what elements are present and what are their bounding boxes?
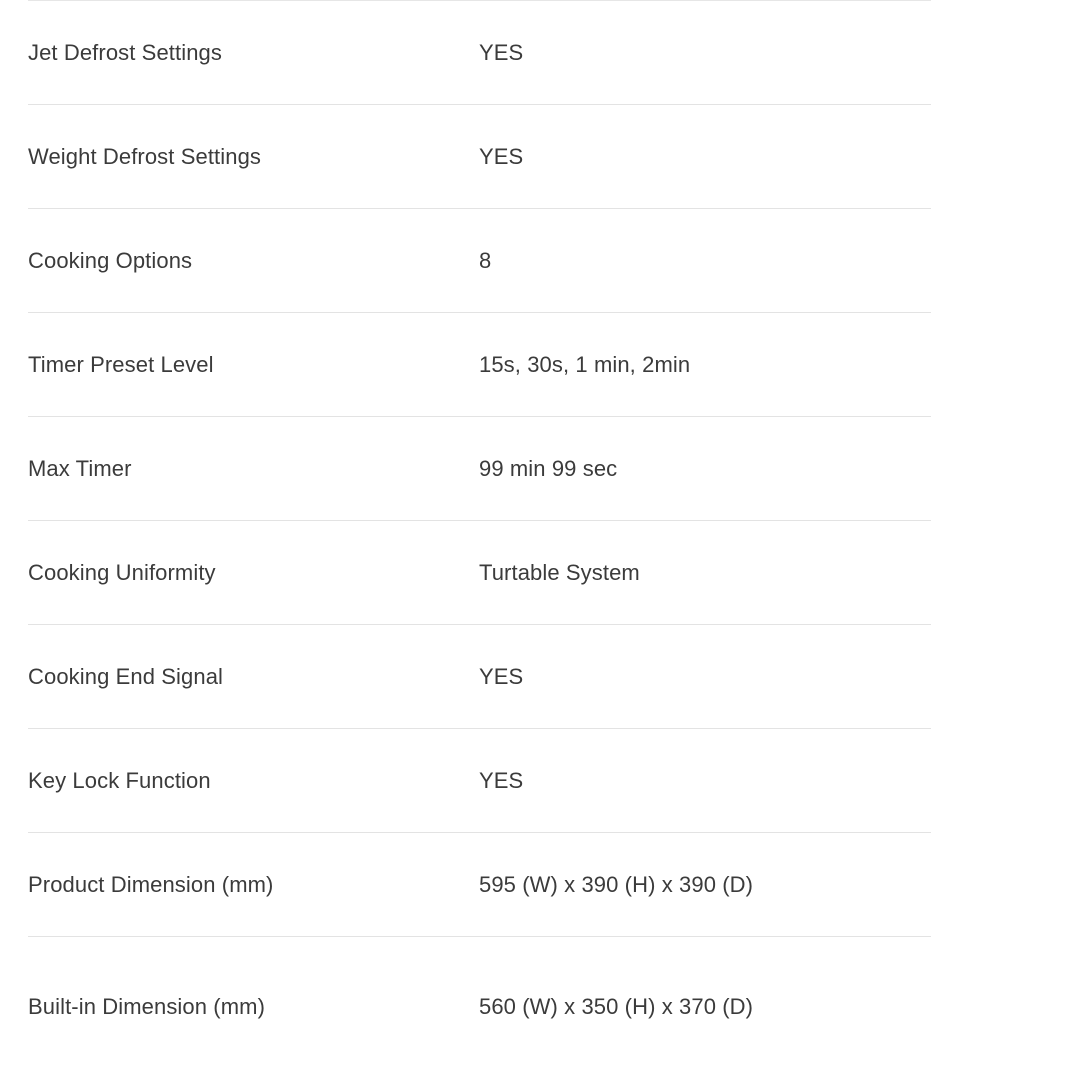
spec-label: Key Lock Function <box>28 767 211 793</box>
spec-value: 560 (W) x 350 (H) x 370 (D) <box>479 994 754 1019</box>
spec-label: Cooking Uniformity <box>28 559 216 585</box>
spec-value: Turtable System <box>479 559 640 585</box>
spec-row-cooking-end-signal <box>28 625 931 729</box>
spec-label: Product Dimension (mm) <box>28 871 274 897</box>
spec-value: YES <box>479 39 524 65</box>
spec-row-cooking-uniformity <box>28 521 931 625</box>
spec-value: 595 (W) x 390 (H) x 390 (D) <box>479 871 754 897</box>
spec-row-built-in-dimension <box>28 937 931 1077</box>
spec-label: Jet Defrost Settings <box>28 39 222 65</box>
spec-value: 8 <box>479 247 492 273</box>
spec-value: YES <box>479 143 524 169</box>
spec-value: 15s, 30s, 1 min, 2min <box>479 351 691 377</box>
spec-row-timer-preset <box>28 313 931 417</box>
spec-label: Timer Preset Level <box>28 351 214 377</box>
spec-row-max-timer <box>28 417 931 521</box>
spec-value: 99 min 99 sec <box>479 455 618 481</box>
spec-label: Cooking Options <box>28 247 193 273</box>
spec-row-cooking-options <box>28 209 931 313</box>
spec-label: Max Timer <box>28 455 132 481</box>
spec-row-jet-defrost <box>28 1 931 105</box>
spec-row-key-lock <box>28 729 931 833</box>
spec-value: YES <box>479 767 524 793</box>
spec-label: Built-in Dimension (mm) <box>28 994 266 1019</box>
spec-label: Weight Defrost Settings <box>28 143 261 169</box>
spec-table <box>28 0 931 1077</box>
spec-row-weight-defrost <box>28 105 931 209</box>
spec-row-product-dimension <box>28 833 931 937</box>
spec-label: Cooking End Signal <box>28 663 224 689</box>
spec-value: YES <box>479 663 524 689</box>
